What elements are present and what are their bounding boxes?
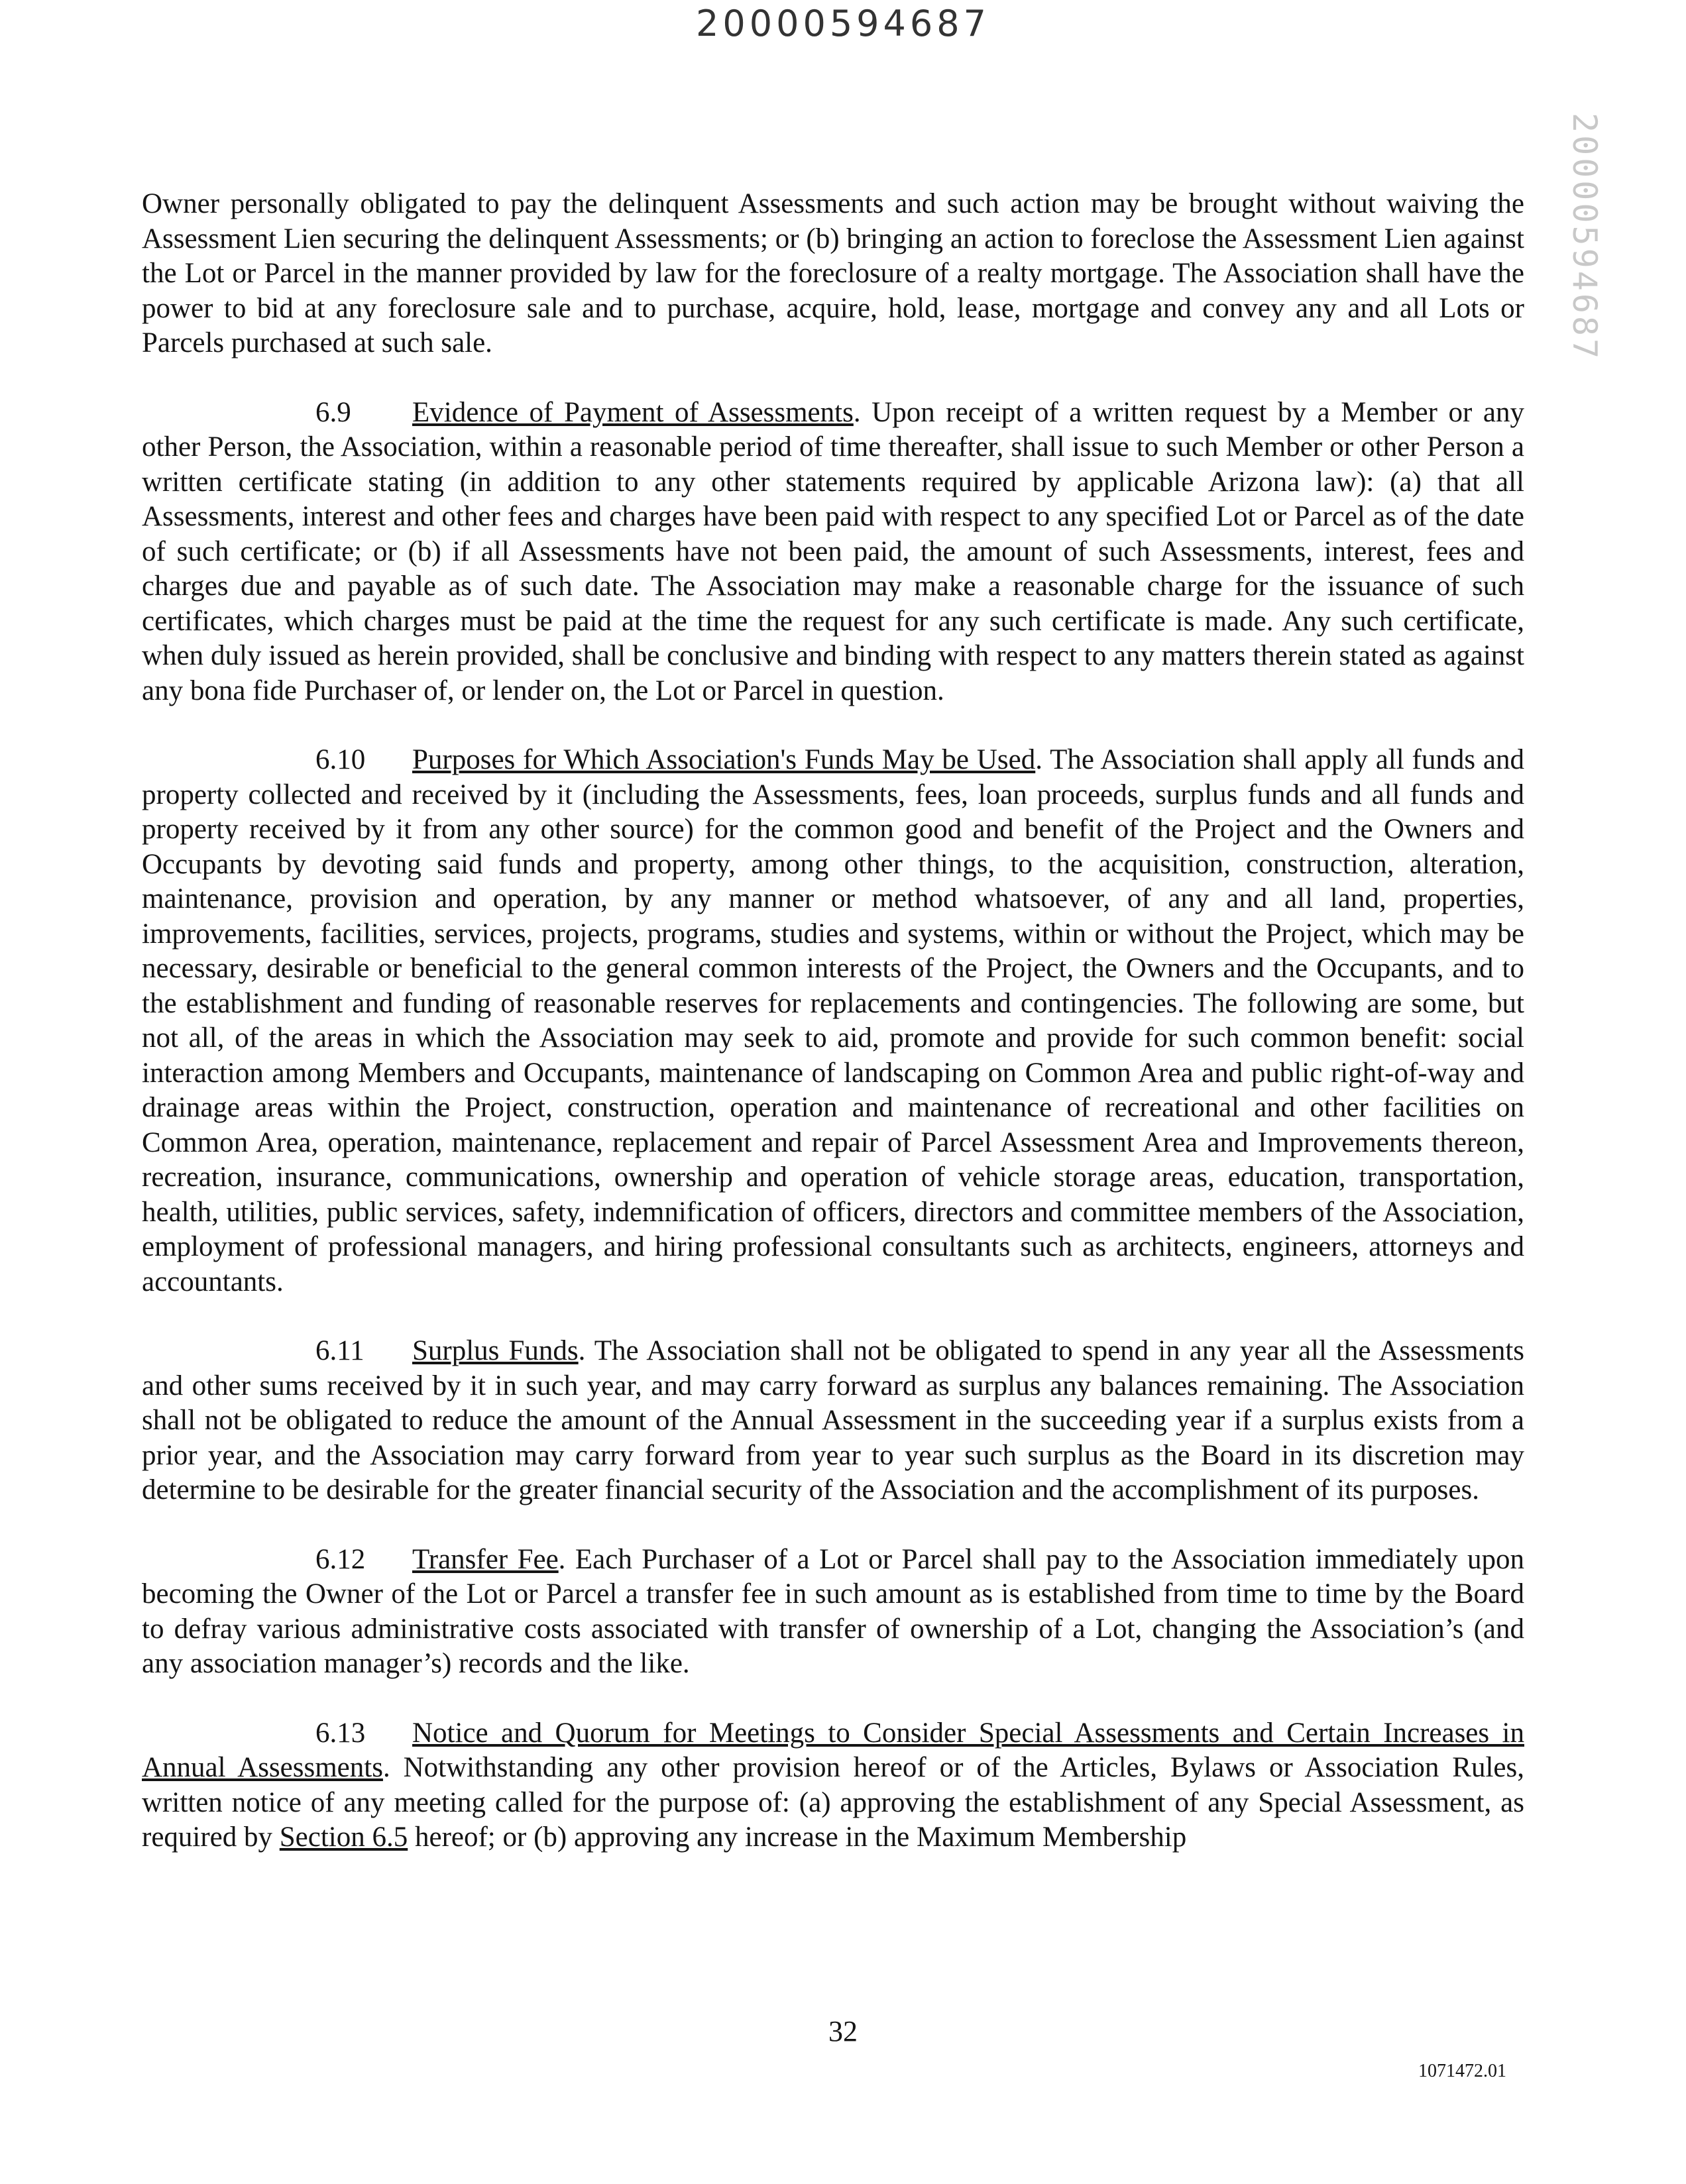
section-text: The Association shall not be obligated to spend in any year all the Assessments and other sums received by it in such year, and may carry forward as surplus any balances remaining. The Association shall not be obligated to reduce the amount of the Annual Assessment in the succeeding year if a surplus exists from a prior year, and the Association may carry forward from year to year such surplus as the Board in its discretion may determine to be desirable for the greater financial security of the Association and the accomplishment of its purposes. xyxy=(142,1335,1524,1505)
section-heading: Purposes for Which Association's Funds May be Used xyxy=(412,744,1036,775)
side-stamp xyxy=(1564,113,1604,362)
document-reference: 1071472.01 xyxy=(1418,2061,1506,2081)
section-text: Each Purchaser of a Lot or Parcel shall pay to the Association immediately upon becoming the Owner of the Lot or Parcel a transfer fee in such amount as is established from time to time by the Board to defray various administrative costs associated with transfer of ownership of a Lot, changing the Association’s (and any association manager’s) records and the like. xyxy=(142,1543,1525,1679)
section-heading: Notice and Quorum for Meetings to Consider Special Assessments and Certain Increases in Annual Assessments xyxy=(142,1717,1524,1783)
section-text-continued: hereof; or (b) approving any increase in the Maximum Membership xyxy=(415,1822,1187,1853)
section-text: Upon receipt of a written request by a Member or any other Person, the Association, within a reasonable period of time thereafter, shall issue to such Member or other Person a written certificate stating (in addition to any other statements required by applicable Arizona law): (a) that all Assessments, interest and other fees and charges have been paid with respect to any specified Lot or Parcel as of the date of such certificate; or (b) if all Assessments have not been paid, the amount of such Assessments, interest, fees and charges due and payable as of such date. The Association may make a reasonable charge for the issuance of such certificates, which charges must be paid at the time the request for any such certificate is made. Any such certificate, when duly issued as herein provided, shall be conclusive and binding with respect to any matters therein stated as against any bona fide Purchaser of, or lender on, the Lot or Parcel in question. xyxy=(142,396,1524,706)
document-body xyxy=(142,187,1524,1890)
section-text: The Association shall apply all funds and property collected and received by it (including the Assessments, fees, loan proceeds, surplus funds and all funds and property received by it from any other source) for the common good and benefit of the Project and the Owners and Occupants by devoting said funds and property, among other things, to the acquisition, construction, alteration, maintenance, provision and operation, by any manner or method whatsoever, of any and all land, properties, improvements, facilities, services, projects, programs, studies and systems, within or without the Project, which may be necessary, desirable or beneficial to the general common interests of the Project, the Owners and the Occupants, and to the establishment and funding of reasonable reserves for replacements and contingencies. The following are some, but not all, of the areas in which the Association may seek to aid, promote and provide for such common benefit: social interaction among Members and Occupants, maintenance of landscaping on Common Area and public right-of-way and drainage areas within the Project, construction, operation and maintenance of recreational and other facilities on Common Area, operation, maintenance, replacement and repair of Parcel Assessment Area and Improvements thereon, recreation, insurance, communications, ownership and operation of vehicle storage areas, education, transportation, health, utilities, public services, safety, indemnification of officers, directors and committee members of the Association, employment of professional managers, and hiring professional consultants such as architects, engineers, attorneys and accountants. xyxy=(142,744,1524,1297)
section-heading: Evidence of Payment of Assessments xyxy=(412,396,854,428)
section-6-10: 6.10 Purposes for Which Association's Funds May be Used. The Association shall apply all funds and property collected and received by it (including the Assessments, fees, loan proceeds, surplus funds and all funds and property received by it from any other source) for the common good and benefit of the Project and the Owners and Occupants by devoting said funds and property, among other things, to the acquisition, construction, alteration, maintenance, provision and operation, by any manner or method whatsoever, of any and all land, properties, improvements, facilities, services, projects, programs, studies and systems, within or without the Project, which may be necessary, desirable or beneficial to the general common interests of the Project, the Owners and the Occupants, and to the establishment and funding of reasonable reserves for replacements and contingencies. The following are some, but not all, of the areas in which the Association may seek to aid, promote and provide for such common benefit: social interaction among Members and Occupants, maintenance of landscaping on Common Area and public right-of-way and drainage areas within the Project, construction, operation and maintenance of recreational and other facilities on Common Area, operation, maintenance, replacement and repair of Parcel Assessment Area and Improvements thereon, recreation, insurance, communications, ownership and operation of vehicle storage areas, education, transportation, health, utilities, public services, safety, indemnification of officers, directors and committee members of the Association, employment of professional managers, and hiring professional consultants such as architects, engineers, attorneys and accountants. xyxy=(142,744,1524,1297)
section-6-9: 6.9 Evidence of Payment of Assessments. Upon receipt of a written request by a Member or any other Person, the Association, within a reasonable period of time thereafter, shall issue to such Member or other Person a written certificate stating (in addition to any other statements required by applicable Arizona law): (a) that all Assessments, interest and other fees and charges have been paid with respect to any specified Lot or Parcel as of the date of such certificate; or (b) if all Assessments have not been paid, the amount of such Assessments, interest, fees and charges due and payable as of such date. The Association may make a reasonable charge for the issuance of such certificates, which charges must be paid at the time the request for any such certificate is made. Any such certificate, when duly issued as herein provided, shall be conclusive and binding with respect to any matters therein stated as against any bona fide Purchaser of, or lender on, the Lot or Parcel in question. xyxy=(142,396,1524,706)
section-6-11: 6.11 Surplus Funds. The Association shall not be obligated to spend in any year all the Assessments and other sums received by it in such year, and may carry forward as surplus any balances remaining. The Association shall not be obligated to reduce the amount of the Annual Assessment in the succeeding year if a surplus exists from a prior year, and the Association may carry forward from year to year such surplus as the Board in its discretion may determine to be desirable for the greater financial security of the Association and the accomplishment of its purposes. xyxy=(142,1335,1524,1505)
section-number: 6.11 xyxy=(315,1335,365,1366)
section-number: 6.13 xyxy=(315,1717,366,1749)
section-heading: Surplus Funds xyxy=(412,1335,579,1366)
page-number: 32 xyxy=(828,2015,858,2048)
section-heading: Transfer Fee xyxy=(412,1543,559,1575)
section-number: 6.10 xyxy=(315,744,366,775)
section-reference: Section 6.5 xyxy=(279,1822,408,1853)
section-text: Notwithstanding any other provision hereof or of the Articles, Bylaws or Association Rules, written notice of any meeting called for the purpose of: (a) approving the establishment of any Special Assessment, as required by xyxy=(142,1752,1525,1853)
document-number: 20000594687 xyxy=(696,3,990,44)
section-6-13: 6.13 Notice and Quorum for Meetings to Consider Special Assessments and Certain Increases in Annual Assessments. Notwithstanding any other provision hereof or of the Articles, Bylaws or Association Rules, written notice of any meeting called for the purpose of: (a) approving the establishment of any Special Assessment, as required by Section 6.5 hereof; or (b) approving any increase in the Maximum Membership xyxy=(142,1717,1525,1853)
section-6-12: 6.12 Transfer Fee. Each Purchaser of a Lot or Parcel shall pay to the Association immediately upon becoming the Owner of the Lot or Parcel a transfer fee in such amount as is established from time to time by the Board to defray various administrative costs associated with transfer of ownership of a Lot, changing the Association’s (and any association manager’s) records and the like. xyxy=(142,1543,1525,1679)
side-stamp-text: 20000594687 xyxy=(1565,113,1604,362)
section-number: 6.12 xyxy=(315,1543,366,1575)
intro-paragraph: Owner personally obligated to pay the delinquent Assessments and such action may be brought without waiving the Assessment Lien securing the delinquent Assessments; or (b) bringing an action to foreclose the Assessment Lien against the Lot or Parcel in the manner provided by law for the foreclosure of a realty mortgage. The Association shall have the power to bid at any foreclosure sale and to purchase, acquire, hold, lease, mortgage and convey any and all Lots or Parcels purchased at such sale. xyxy=(142,188,1524,358)
section-number: 6.9 xyxy=(315,396,351,428)
